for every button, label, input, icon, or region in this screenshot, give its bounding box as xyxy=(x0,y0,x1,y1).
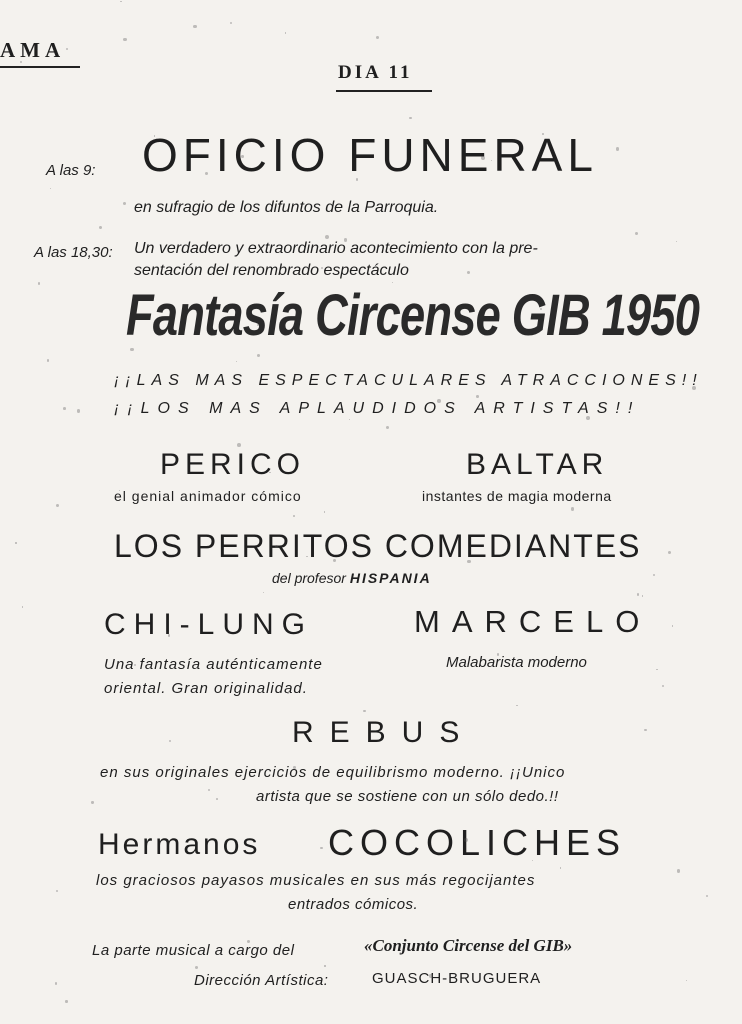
paper-speck xyxy=(38,282,40,284)
paper-speck xyxy=(392,282,393,283)
paper-speck xyxy=(321,267,323,269)
paper-speck xyxy=(635,232,638,235)
paper-speck xyxy=(275,545,277,547)
paper-speck xyxy=(532,860,533,861)
paper-speck xyxy=(429,974,432,977)
act-cocoliches-name: COCOLICHES xyxy=(328,822,627,863)
paper-speck xyxy=(467,271,470,274)
paper-speck xyxy=(55,982,57,984)
paper-speck xyxy=(363,710,365,712)
paper-speck xyxy=(686,980,687,981)
paper-speck xyxy=(616,147,619,150)
paper-speck xyxy=(467,560,470,563)
act-cocoliches-desc-line1: los graciosos payasos musicales en sus más regocijantes xyxy=(96,872,536,889)
paper-speck xyxy=(230,22,233,25)
funeral-title: OFICIO FUNERAL xyxy=(142,129,598,181)
funeral-time: A las 9: xyxy=(46,162,96,179)
paper-speck xyxy=(208,789,210,791)
corner-underline xyxy=(0,66,80,68)
paper-speck xyxy=(236,361,237,362)
paper-speck xyxy=(123,202,126,205)
paper-speck xyxy=(642,595,643,596)
act-marcelo-name: MARCELO xyxy=(414,604,652,639)
act-chilung-desc-line1: Una fantasía auténticamente xyxy=(104,656,323,673)
paper-speck xyxy=(320,847,322,849)
paper-speck xyxy=(571,507,574,510)
paper-speck xyxy=(356,178,359,181)
paper-speck xyxy=(168,634,170,636)
act-baltar-name: BALTAR xyxy=(466,448,609,481)
paper-speck xyxy=(56,504,59,507)
paper-speck xyxy=(63,407,66,410)
paper-speck xyxy=(22,606,24,608)
evening-intro-line1: Un verdadero y extraordinario acontecimiento con la pre- xyxy=(134,240,538,257)
paper-speck xyxy=(195,966,198,969)
paper-speck xyxy=(269,472,270,473)
act-rebus-name: REBUS xyxy=(292,716,476,749)
paper-speck xyxy=(66,48,68,50)
paper-speck xyxy=(247,940,250,943)
paper-speck xyxy=(120,1,121,2)
paper-speck xyxy=(672,625,673,626)
paper-speck xyxy=(476,395,479,398)
tagline-artists: ¡¡LOS MAS APLAUDIDOS ARTISTAS!! xyxy=(114,400,641,417)
paper-speck xyxy=(325,235,329,239)
paper-speck xyxy=(237,443,241,447)
paper-speck xyxy=(91,801,93,803)
paper-speck xyxy=(586,416,590,420)
paper-speck xyxy=(706,895,708,897)
act-perico-desc: el genial animador cómico xyxy=(114,488,302,504)
day-heading: DIA 11 xyxy=(338,62,413,83)
paper-speck xyxy=(516,705,517,706)
paper-speck xyxy=(464,838,468,842)
credits-musical-label: La parte musical a cargo del xyxy=(92,942,295,959)
paper-speck xyxy=(130,348,133,351)
act-rebus-desc-line2: artista que se sostiene con un sólo dedo.!! xyxy=(256,788,559,805)
paper-speck xyxy=(386,426,390,430)
show-title: Fantasía Circense GIB 1950 xyxy=(126,283,700,348)
paper-speck xyxy=(324,965,325,966)
paper-speck xyxy=(15,542,16,543)
paper-speck xyxy=(257,354,260,357)
paper-speck xyxy=(540,308,542,310)
evening-time: A las 18,30: xyxy=(34,244,113,261)
paper-speck xyxy=(193,25,197,29)
paper-speck xyxy=(677,869,681,873)
paper-speck xyxy=(376,36,380,40)
paper-speck xyxy=(662,685,664,687)
act-chilung-name: CHI-LUNG xyxy=(104,608,314,641)
paper-speck xyxy=(644,729,646,731)
tagline-attractions: ¡¡LAS MAS ESPECTACULARES ATRACCIONES!! xyxy=(114,372,703,389)
paper-speck xyxy=(656,669,657,670)
paper-speck xyxy=(263,592,264,593)
paper-speck xyxy=(50,188,51,189)
paper-speck xyxy=(47,359,49,361)
page-corner-heading: AMA xyxy=(0,38,66,62)
paper-speck xyxy=(123,38,126,41)
act-baltar-desc: instantes de magia moderna xyxy=(422,488,612,504)
paper-speck xyxy=(99,226,102,229)
paper-speck xyxy=(324,511,326,513)
paper-speck xyxy=(481,156,485,160)
evening-intro-line2: sentación del renombrado espectáculo xyxy=(134,262,409,279)
paper-speck xyxy=(349,419,350,420)
act-cocoliches-prefix: Hermanos xyxy=(98,828,261,861)
act-rebus-desc-line1: en sus originales ejercicios de equilibrismo moderno. ¡¡Unico xyxy=(100,764,566,781)
paper-speck xyxy=(653,574,655,576)
day-underline xyxy=(336,90,432,92)
credits-musical-value: «Conjunto Circense del GIB» xyxy=(364,936,573,955)
paper-speck xyxy=(169,740,171,742)
paper-speck xyxy=(692,386,696,390)
credits-direction-value: GUASCH-BRUGUERA xyxy=(372,970,542,987)
credits-direction-label: Dirección Artística: xyxy=(194,972,329,989)
act-cocoliches-desc-line2: entrados cómicos. xyxy=(288,896,419,913)
act-perritos-desc-prefix: del profesor xyxy=(272,570,346,586)
funeral-subtitle: en sufragio de los difuntos de la Parroquia. xyxy=(134,199,439,216)
act-chilung-desc-line2: oriental. Gran originalidad. xyxy=(104,680,308,697)
paper-speck xyxy=(77,409,81,413)
paper-speck xyxy=(216,798,218,800)
paper-speck xyxy=(560,867,562,869)
paper-speck xyxy=(241,155,244,158)
act-perritos-name: LOS PERRITOS COMEDIANTES xyxy=(114,528,642,564)
paper-speck xyxy=(409,117,411,119)
act-perico-name: PERICO xyxy=(160,448,306,481)
paper-speck xyxy=(293,515,295,517)
act-perritos-desc-name: HISPANIA xyxy=(349,570,432,586)
paper-speck xyxy=(542,133,544,135)
paper-speck xyxy=(154,135,155,136)
paper-speck xyxy=(65,1000,67,1002)
paper-speck xyxy=(285,32,287,34)
paper-speck xyxy=(637,593,639,595)
act-marcelo-desc: Malabarista moderno xyxy=(446,654,587,671)
paper-speck xyxy=(56,890,58,892)
act-perritos-desc xyxy=(272,570,432,586)
paper-speck xyxy=(676,241,677,242)
paper-speck xyxy=(668,551,671,554)
